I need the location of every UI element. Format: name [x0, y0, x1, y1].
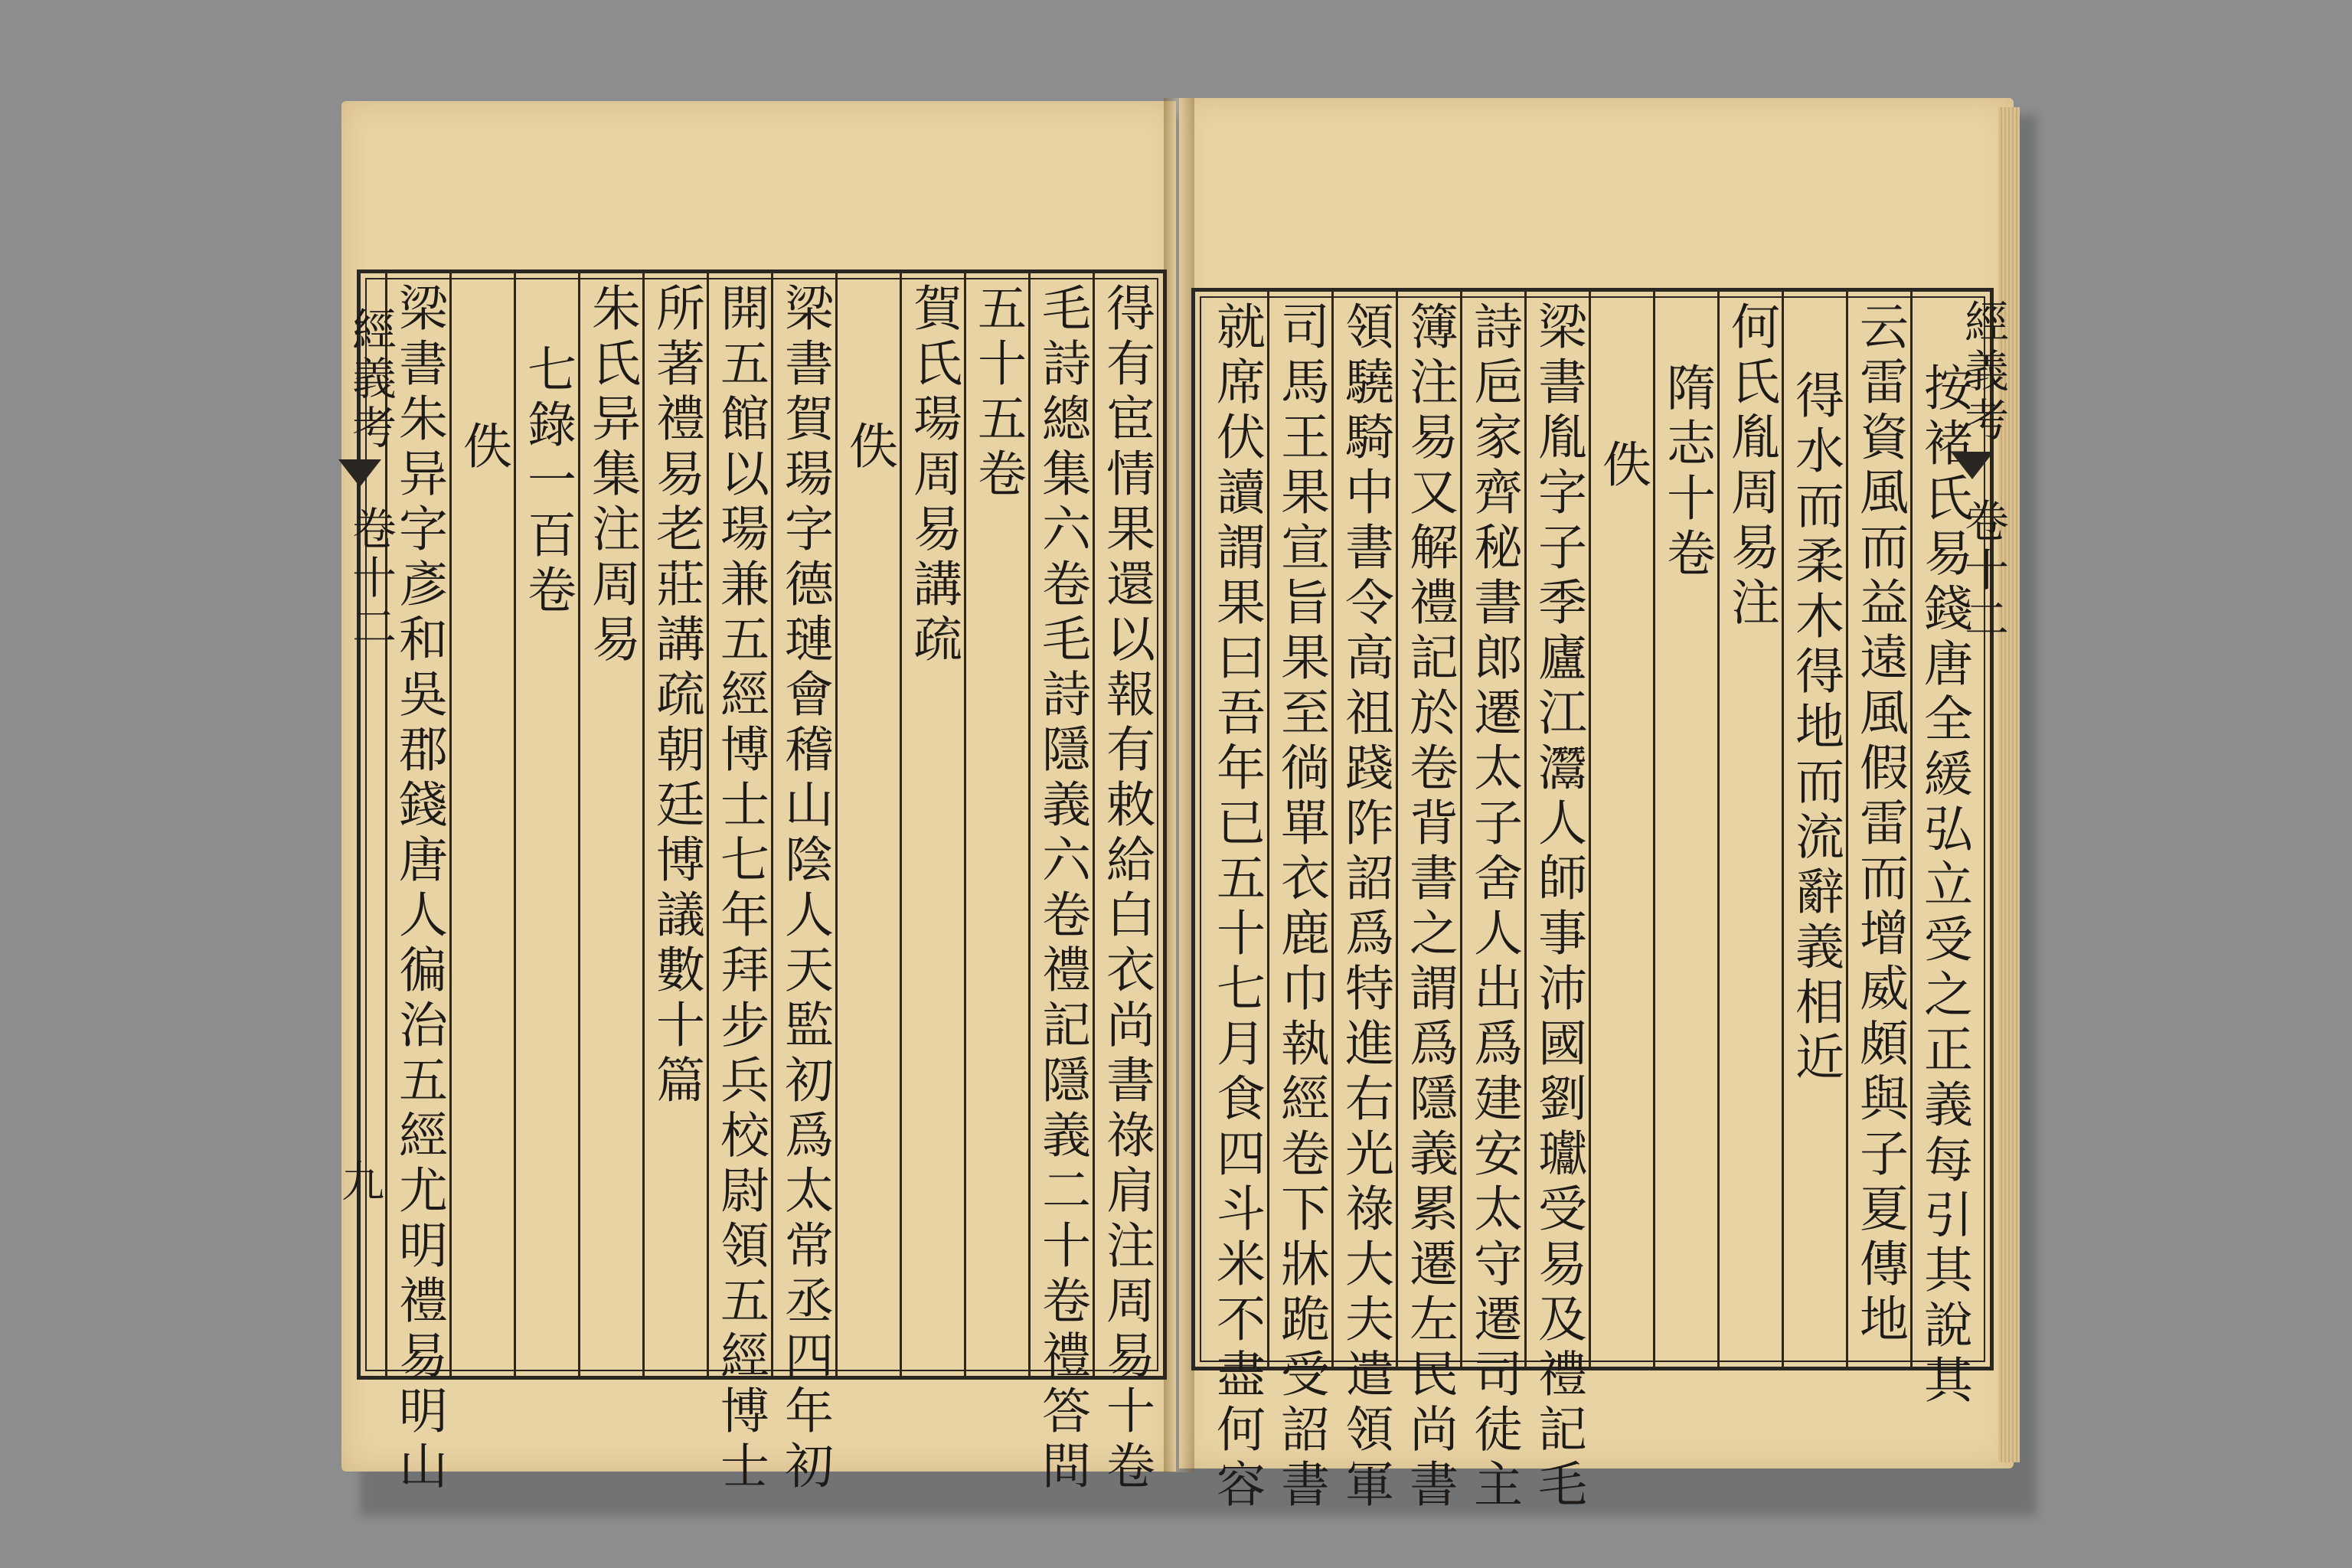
column-divider: [514, 273, 516, 1376]
left-column-8: 所著禮易老莊講疏朝廷博議數十篇: [648, 283, 704, 1109]
column-divider: [1717, 292, 1720, 1367]
left-column-12: 梁書朱异字彥和吳郡錢唐人徧治五經尤明禮易明山: [390, 283, 447, 1495]
column-divider: [1846, 292, 1848, 1367]
column-divider: [1589, 292, 1591, 1367]
column-divider: [449, 273, 452, 1376]
column-divider: [1331, 292, 1334, 1367]
column-divider: [1524, 292, 1527, 1367]
column-divider: [900, 273, 902, 1376]
right-text-frame: [1191, 288, 1994, 1514]
fish-tail-mark: [338, 459, 381, 487]
right-column-11: 司馬王果宣旨果至徜單衣鹿巾執經卷下牀跪受詔書: [1272, 301, 1329, 1514]
right-column-6: 佚: [1594, 439, 1651, 494]
left-column-4: 賀氏瑒周易講疏: [905, 283, 962, 668]
column-divider: [1653, 292, 1655, 1367]
right-margin-title: 經義考: [1957, 299, 2009, 446]
column-divider: [964, 273, 966, 1376]
column-divider: [578, 273, 580, 1376]
column-divider: [707, 273, 709, 1376]
right-column-1: 按褚氏易錢唐全緩弘立受之正義每引其說其: [1916, 362, 1972, 1410]
column-divider: [1093, 273, 1095, 1376]
column-divider: [642, 273, 645, 1376]
right-column-3: 得水而柔木得地而流辭義相近: [1787, 370, 1844, 1086]
left-column-1: 得有宦情果還以報有敕給白衣尚書祿肩注周易十卷: [1098, 283, 1155, 1495]
right-column-5: 隋志十卷: [1658, 362, 1715, 583]
right-margin-chapter: 卷十二: [1957, 498, 2009, 645]
right-column-9: 簿注易又解禮記於卷背書之謂爲隱義累遷左民尚書: [1401, 301, 1458, 1514]
column-divider: [1267, 292, 1269, 1367]
right-column-12: 就席伏讀謂果曰吾年已五十七月食四斗米不盡何容: [1208, 301, 1265, 1514]
left-column-9: 朱氏异集注周易: [583, 283, 640, 668]
column-divider: [1782, 292, 1784, 1367]
left-column-6: 梁書賀瑒字德璉會稽山陰人天監初爲太常丞四年初: [776, 283, 833, 1495]
right-column-8: 詩巵家齊秘書郎遷太子舍人出爲建安太守遷司徒主: [1465, 301, 1522, 1514]
column-divider: [1396, 292, 1398, 1367]
column-divider: [1460, 292, 1462, 1367]
right-column-10: 領驍騎中書令高祖踐阼詔爲特進右光祿大夫遣領軍: [1337, 301, 1393, 1514]
fish-tail-mark: [1951, 452, 1994, 479]
left-column-2: 毛詩總集六卷毛詩隱義六卷禮記隱義二十卷禮答問: [1034, 283, 1090, 1495]
left-column-7: 開五館以瑒兼五經博士七年拜步兵校尉領五經博士: [712, 283, 769, 1495]
left-page-number: 九: [341, 1158, 384, 1207]
left-column-5: 佚: [841, 420, 897, 475]
right-column-2: 云雷資風而益遠風假雷而增威頗與子夏傳地: [1851, 301, 1908, 1348]
left-margin-title: 經義考: [345, 306, 397, 453]
column-divider: [1028, 273, 1031, 1376]
left-text-frame: [357, 270, 1167, 1495]
left-column-3: 五十五卷: [969, 283, 1026, 503]
left-column-11: 佚: [455, 420, 511, 475]
right-column-4: 何氏胤周易注: [1723, 301, 1779, 632]
left-margin-chapter: 卷十二: [345, 505, 397, 652]
book-spine: [1164, 98, 1194, 1472]
column-divider: [1910, 292, 1913, 1367]
column-divider: [835, 273, 838, 1376]
right-column-7: 梁書胤字子季廬江灊人師事沛國劉瓛受易及禮記毛: [1530, 301, 1586, 1514]
column-divider: [771, 273, 773, 1376]
left-column-10: 七錄一百卷: [519, 344, 576, 619]
